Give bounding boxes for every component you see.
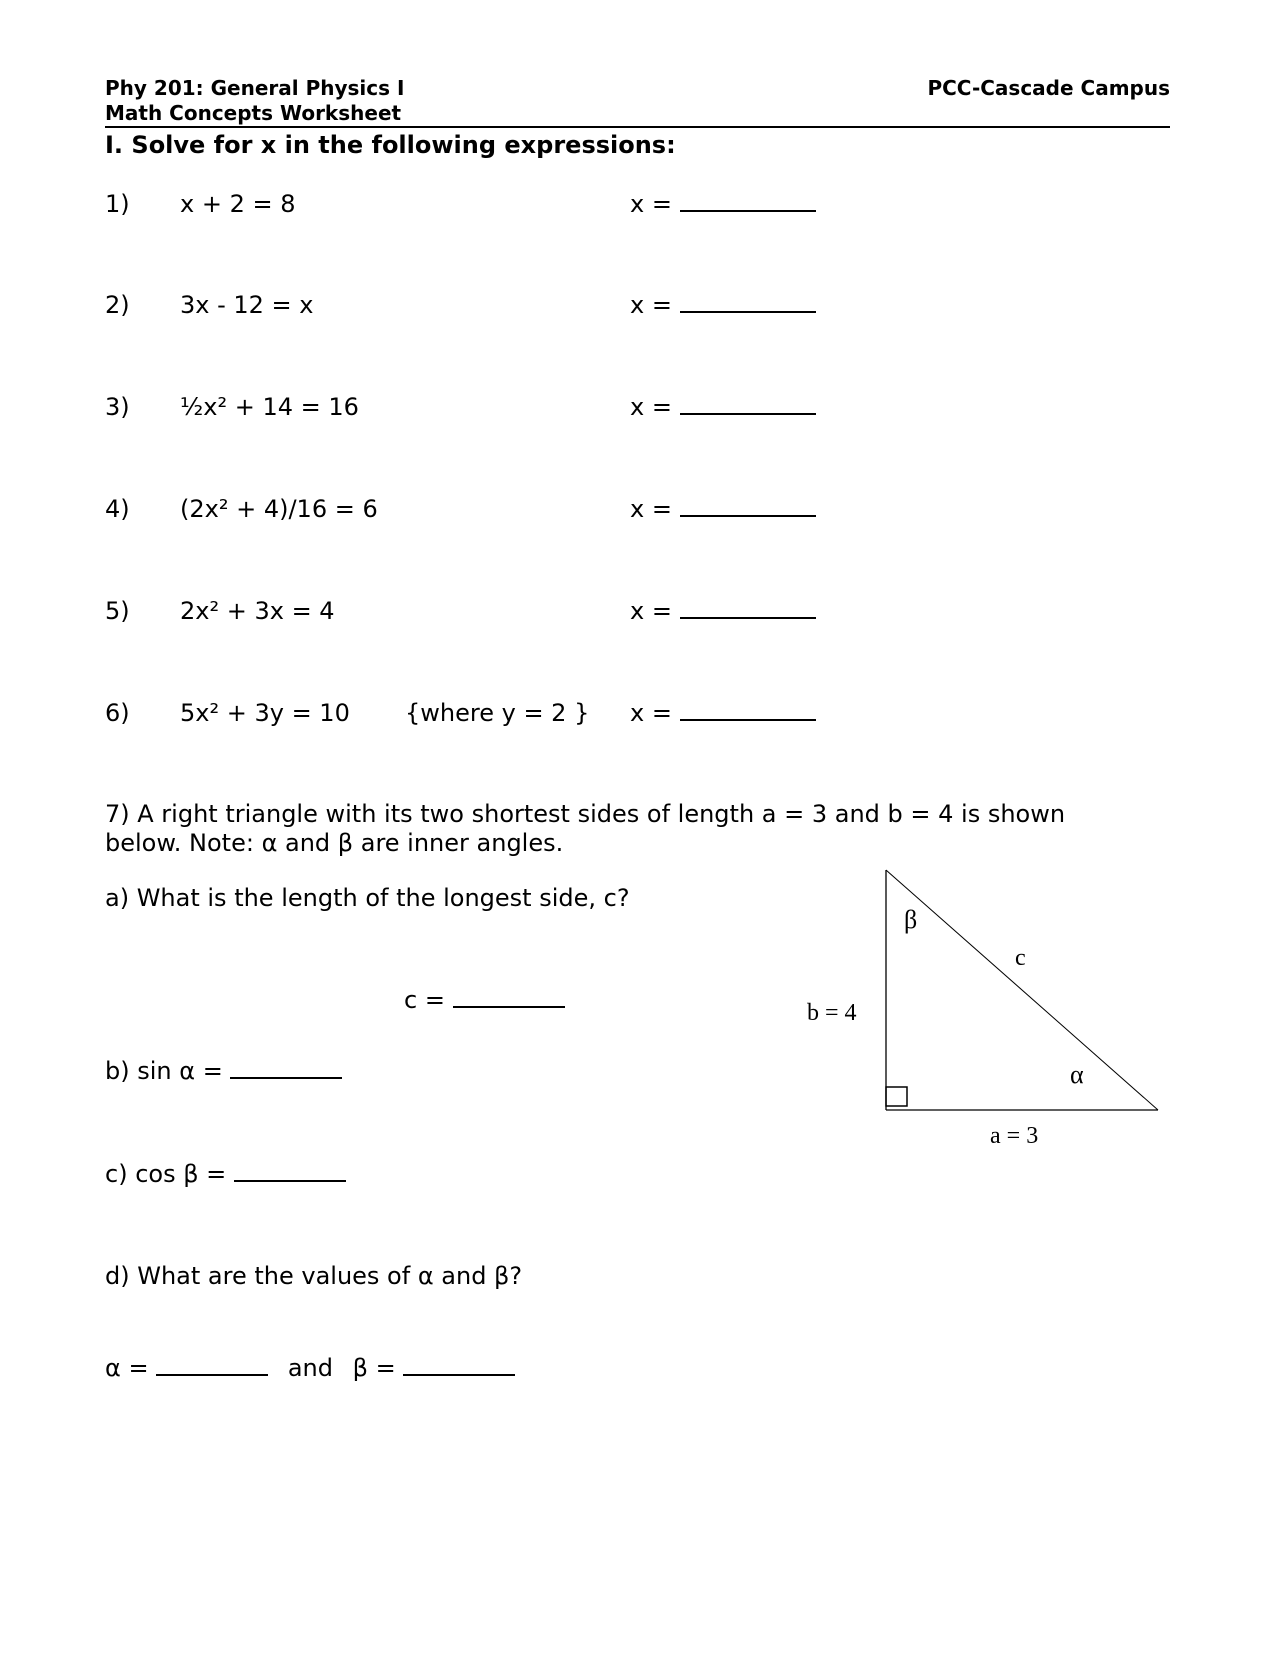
- beta-label: β: [904, 905, 918, 934]
- problem-number: 5): [105, 597, 130, 625]
- cos-beta-label: c) cos β =: [105, 1160, 227, 1188]
- answer-label: x =: [630, 190, 672, 218]
- answer-blank[interactable]: [680, 310, 816, 313]
- worksheet-title: Math Concepts Worksheet: [105, 101, 402, 125]
- c-answer-label: c =: [404, 986, 445, 1014]
- problem-expression: x + 2 = 8: [180, 190, 296, 218]
- problem7-intro-line1: 7) A right triangle with its two shortest sides of length a = 3 and b = 4 is shown: [105, 800, 1066, 828]
- answer-label: x =: [630, 291, 672, 319]
- answer-row: [630, 699, 816, 727]
- angles-answer-row: [105, 1354, 515, 1382]
- answer-row: [630, 291, 816, 319]
- answer-blank[interactable]: [680, 412, 816, 415]
- sin-alpha-blank[interactable]: [230, 1076, 342, 1079]
- answer-label: x =: [630, 597, 672, 625]
- cos-beta-blank[interactable]: [234, 1179, 346, 1182]
- problem-expression: (2x² + 4)/16 = 6: [180, 495, 378, 523]
- sin-alpha-label: b) sin α =: [105, 1057, 223, 1085]
- answer-row: [630, 597, 816, 625]
- campus-name: PCC-Cascade Campus: [927, 76, 1170, 100]
- answer-blank[interactable]: [680, 514, 816, 517]
- course-title: Phy 201: General Physics I: [105, 76, 405, 100]
- alpha-answer-blank[interactable]: [156, 1373, 268, 1376]
- cos-beta-row: [105, 1160, 346, 1188]
- right-angle-marker: [886, 1087, 907, 1106]
- alpha-label: α: [1070, 1060, 1084, 1089]
- problem7-part-a: a) What is the length of the longest side, c?: [105, 884, 630, 912]
- problem-expression: ½x² + 14 = 16: [180, 393, 359, 421]
- c-answer-row: [404, 986, 565, 1014]
- b-label: b = 4: [807, 1000, 857, 1026]
- answer-label: x =: [630, 699, 672, 727]
- beta-answer-label: β =: [352, 1354, 396, 1382]
- side-c: [886, 870, 1158, 1110]
- problem-number: 6): [105, 699, 130, 727]
- problem-number: 4): [105, 495, 130, 523]
- a-label: a = 3: [990, 1123, 1039, 1149]
- answer-blank[interactable]: [680, 718, 816, 721]
- header-rule: [105, 126, 1170, 128]
- problem-note: {where y = 2 }: [405, 699, 590, 727]
- answer-row: [630, 393, 816, 421]
- answer-label: x =: [630, 393, 672, 421]
- answer-row: [630, 495, 816, 523]
- problem7-intro-line2: below. Note: α and β are inner angles.: [105, 829, 564, 857]
- answer-row: [630, 190, 816, 218]
- answer-blank[interactable]: [680, 209, 816, 212]
- section-title: I. Solve for x in the following expressions:: [105, 131, 676, 159]
- problem7-part-d: d) What are the values of α and β?: [105, 1262, 523, 1290]
- right-triangle-diagram: [790, 860, 1180, 1160]
- and-label: and: [287, 1354, 333, 1382]
- problem-number: 3): [105, 393, 130, 421]
- c-answer-blank[interactable]: [453, 1005, 565, 1008]
- sin-alpha-row: [105, 1057, 342, 1085]
- problem-number: 2): [105, 291, 130, 319]
- problem-expression: 3x - 12 = x: [180, 291, 314, 319]
- answer-blank[interactable]: [680, 616, 816, 619]
- alpha-answer-label: α =: [105, 1354, 149, 1382]
- problem-number: 1): [105, 190, 130, 218]
- problem-expression: 2x² + 3x = 4: [180, 597, 335, 625]
- answer-label: x =: [630, 495, 672, 523]
- c-label: c: [1015, 945, 1026, 971]
- beta-answer-blank[interactable]: [403, 1373, 515, 1376]
- problem-expression: 5x² + 3y = 10: [180, 699, 350, 727]
